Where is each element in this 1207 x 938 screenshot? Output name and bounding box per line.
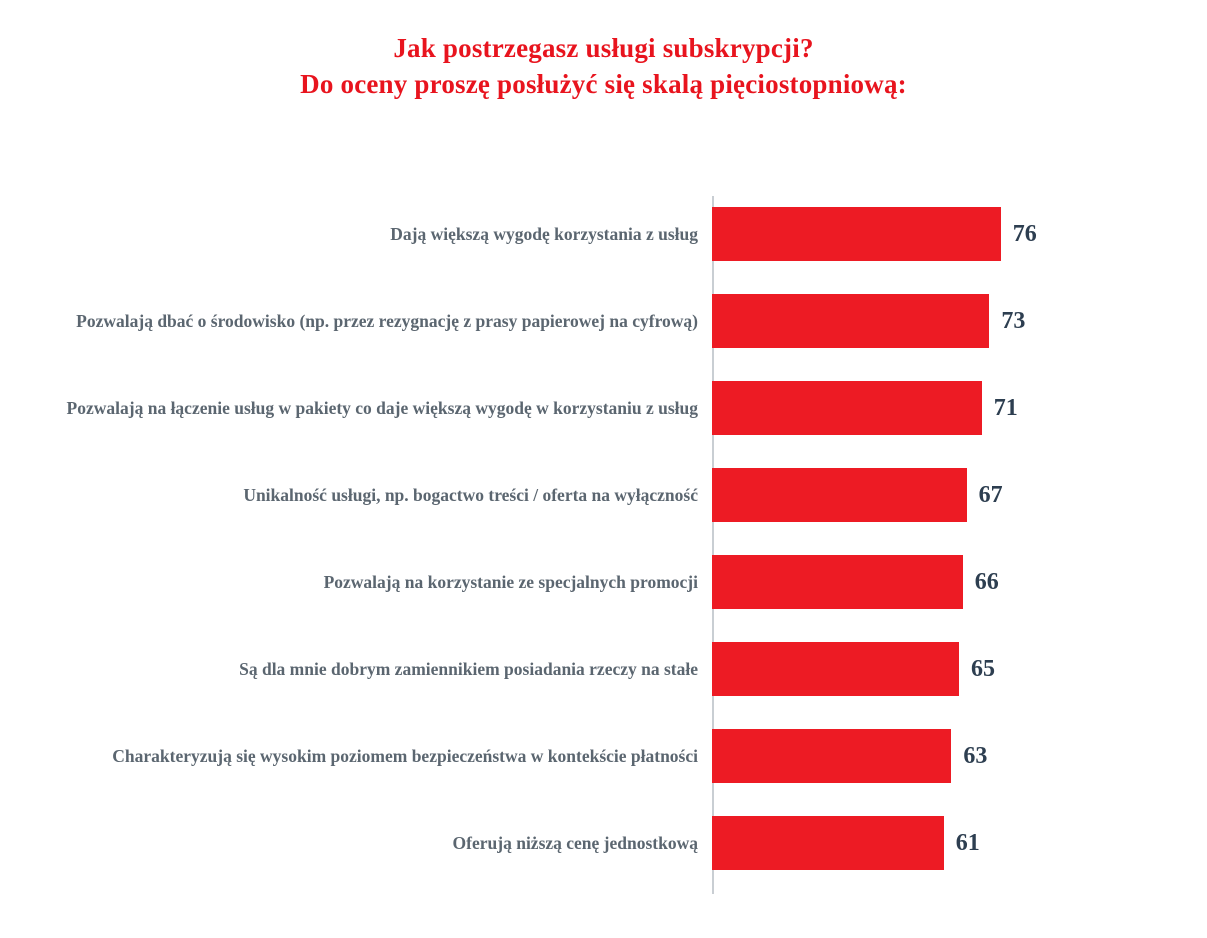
bar-track — [712, 364, 1160, 451]
bar-value-label: 61 — [955, 829, 980, 856]
bar-row — [60, 364, 1160, 451]
bar — [712, 294, 989, 348]
bar-track — [712, 799, 1160, 886]
bar — [712, 555, 963, 609]
bar-category-label: Oferują niższą cenę jednostkową — [452, 832, 698, 853]
bar — [712, 207, 1001, 261]
bar-category-label: Pozwalają na łączenie usług w pakiety co daje większą wygodę w korzystaniu z usług — [66, 397, 698, 418]
bar-row — [60, 712, 1160, 799]
bar — [712, 468, 967, 522]
bar-track — [712, 625, 1160, 712]
bar-category-label: Pozwalają dbać o środowisko (np. przez rezygnację z prasy papierowej na cyfrową) — [76, 310, 698, 331]
bar-value-label: 63 — [963, 742, 988, 769]
bar — [712, 642, 959, 696]
page-title — [0, 0, 1207, 102]
bar-category-label: Charakteryzują się wysokim poziomem bezpieczeństwa w kontekście płatności — [112, 745, 698, 766]
bar-value-label: 66 — [974, 568, 999, 595]
bar-row — [60, 625, 1160, 712]
bar-track — [712, 190, 1160, 277]
page-title-line-2: Do oceny proszę posłużyć się skalą pięciostopniową: — [300, 69, 907, 99]
bar — [712, 729, 951, 783]
bar-row — [60, 451, 1160, 538]
bar-track — [712, 712, 1160, 799]
bar-category-label: Dają większą wygodę korzystania z usług — [390, 223, 698, 244]
bar-value-label: 67 — [978, 481, 1003, 508]
bar-row — [60, 538, 1160, 625]
bar-category-label: Są dla mnie dobrym zamiennikiem posiadania rzeczy na stałe — [239, 658, 698, 679]
bar-chart — [0, 190, 1207, 900]
bar-track — [712, 451, 1160, 538]
bar-row — [60, 799, 1160, 886]
bar-category-label: Pozwalają na korzystanie ze specjalnych promocji — [323, 571, 698, 592]
bar-rows — [60, 190, 1160, 886]
bar-row — [60, 277, 1160, 364]
bar — [712, 381, 982, 435]
bar — [712, 816, 944, 870]
bar-category-label: Unikalność usługi, np. bogactwo treści / oferta na wyłączność — [243, 484, 698, 505]
bar-value-label: 73 — [1001, 307, 1026, 334]
bar-value-label: 76 — [1012, 220, 1037, 247]
bar-value-label: 71 — [993, 394, 1018, 421]
bar-track — [712, 538, 1160, 625]
page-title-line-1: Jak postrzegasz usługi subskrypcji? — [393, 33, 814, 63]
bar-track — [712, 277, 1160, 364]
bar-row — [60, 190, 1160, 277]
bar-value-label: 65 — [971, 655, 995, 682]
